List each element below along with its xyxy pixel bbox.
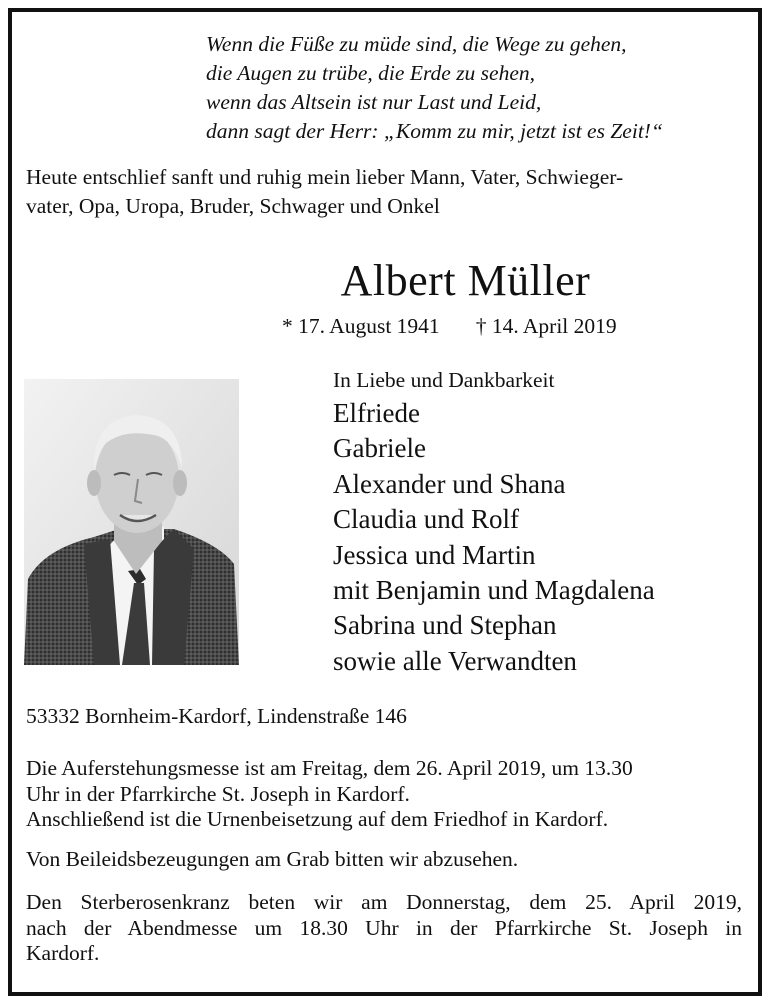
poem-line: dann sagt der Herr: „Komm zu mir, jetzt ist es Zeit!“ (206, 119, 663, 143)
service-info (26, 756, 742, 833)
mourner-name: Elfriede (333, 398, 420, 428)
service-line: Anschließend ist die Urnenbeisetzung auf dem Friedhof in Kardorf. (26, 807, 609, 831)
rosary-line: Kardorf. (26, 941, 100, 965)
mourner-name: sowie alle Verwandten (333, 645, 577, 676)
poem-line: Wenn die Füße zu müde sind, die Wege zu gehen, (206, 32, 627, 56)
intro-text (26, 163, 742, 221)
intro-line: vater, Opa, Uropa, Bruder, Schwager und Onkel (26, 194, 440, 218)
death-date: † 14. April 2019 (475, 314, 617, 338)
mourners-list (333, 396, 655, 679)
mourner-name: Sabrina und Stephan (333, 610, 557, 641)
mourner-name: Claudia und Rolf (333, 504, 519, 535)
rosary-info (26, 890, 742, 967)
condolence-line: Von Beileidsbezeugungen am Grab bitten wir abzusehen. (26, 847, 519, 871)
rosary-line: Den Sterberosenkranz beten wir am Donnerstag, dem 25. April 2019, (26, 890, 742, 914)
poem-line: wenn das Altsein ist nur Last und Leid, (206, 90, 542, 114)
mourner-name: Alexander und Shana (333, 468, 566, 499)
mourner-name: mit Benjamin und Magdalena (333, 575, 655, 606)
birth-date: * 17. August 1941 (282, 314, 440, 338)
portrait-photo (24, 379, 239, 665)
mourners-lead: In Liebe und Dankbarkeit (333, 368, 555, 392)
intro-line: Heute entschlief sanft und ruhig mein lieber Mann, Vater, Schwieger- (26, 165, 624, 189)
service-line: Die Auferstehungsmesse ist am Freitag, dem 26. April 2019, um 13.30 (26, 756, 633, 780)
mourner-name: Gabriele (333, 433, 426, 464)
portrait-image (24, 379, 239, 665)
family-address: 53332 Bornheim-Kardorf, Lindenstraße 146 (26, 704, 407, 728)
condolence-note (26, 847, 742, 873)
mourner-name: Jessica und Martin (333, 539, 536, 570)
rosary-line: nach der Abendmesse um 18.30 Uhr in der Pfarrkirche St. Joseph in (26, 915, 742, 940)
poem-line: die Augen zu trübe, die Erde zu sehen, (206, 61, 536, 85)
service-line: Uhr in der Pfarrkirche St. Joseph in Kardorf. (26, 781, 410, 806)
poem (206, 30, 746, 146)
deceased-name: Albert Müller (340, 256, 591, 305)
life-dates (282, 312, 742, 340)
